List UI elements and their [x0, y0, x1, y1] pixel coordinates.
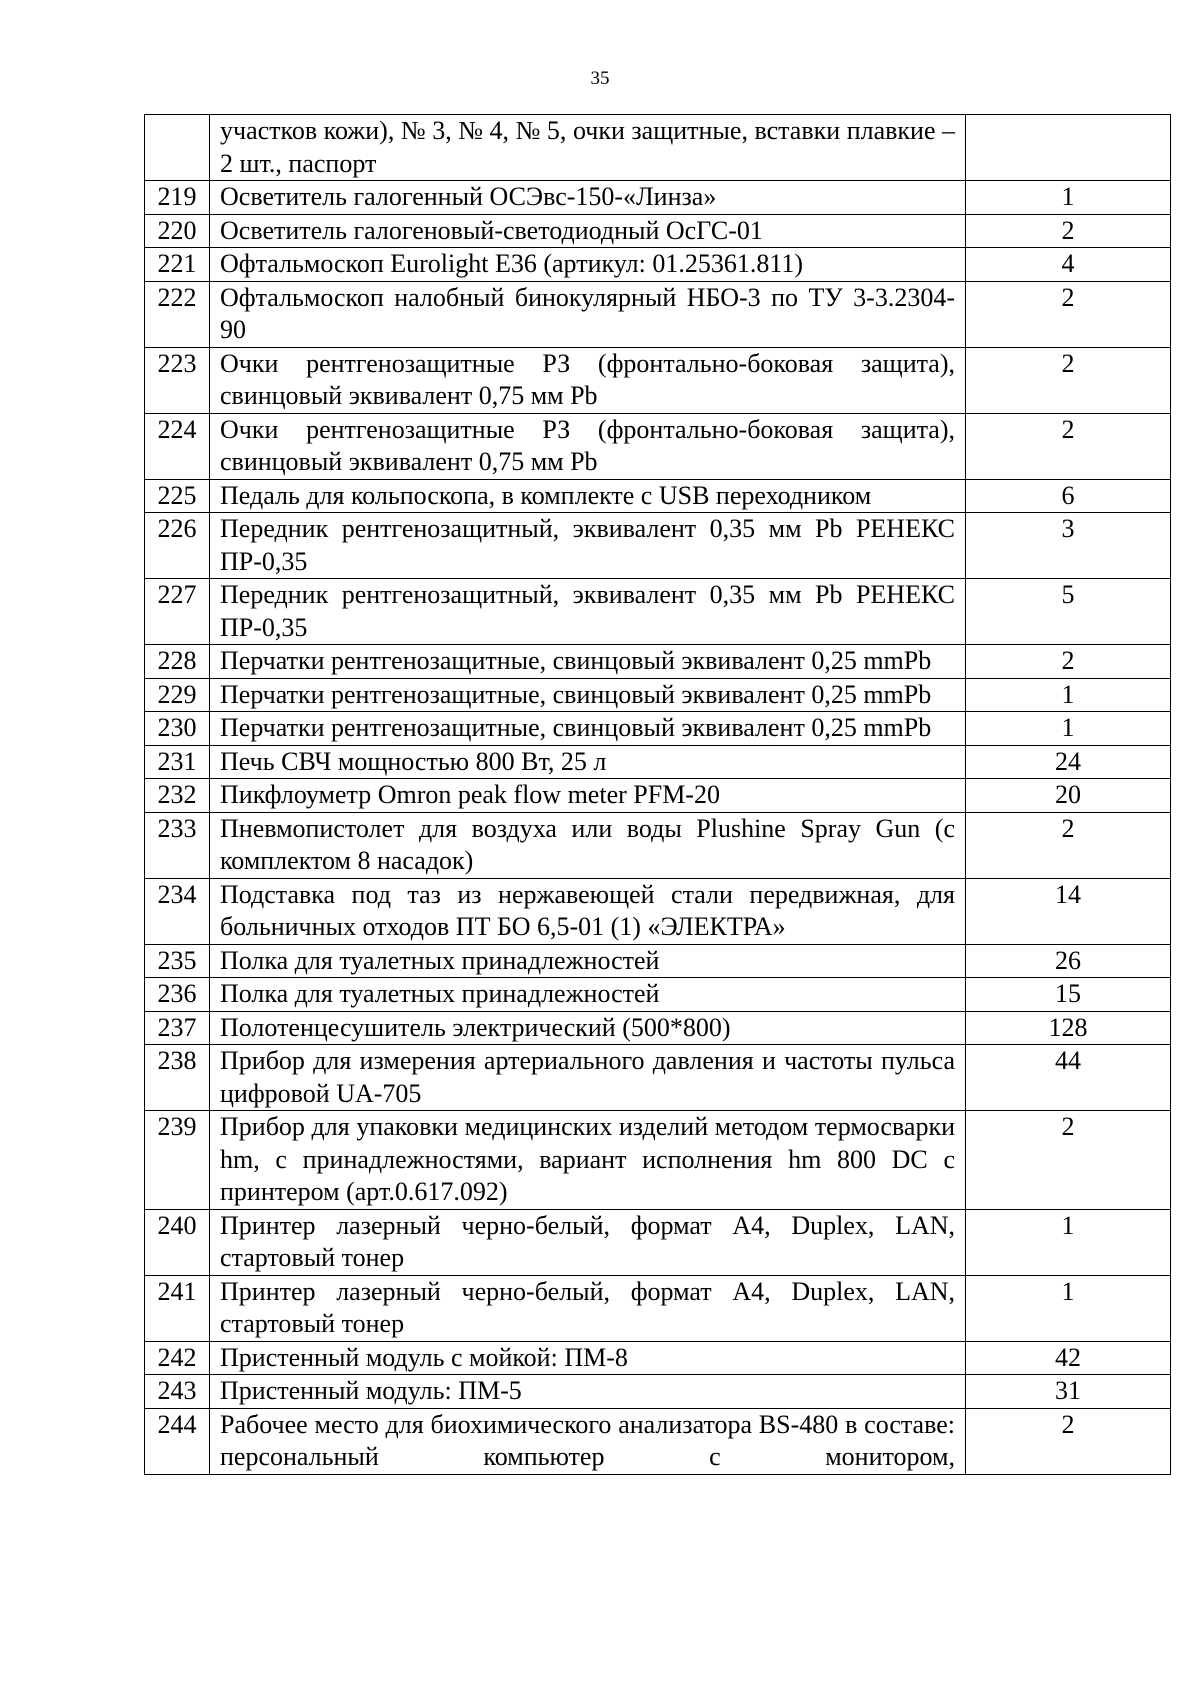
item-quantity: 2 [966, 1408, 1171, 1474]
item-name: Пикфлоуметр Omron peak flow meter PFM-20 [210, 779, 966, 813]
item-name: участков кожи), № 3, № 4, № 5, очки защитные, вставки плавкие – 2 шт., паспорт [210, 115, 966, 181]
page-number: 35 [590, 68, 610, 89]
item-name: Очки рентгенозащитные РЗ (фронтально-боковая защита), свинцовый эквивалент 0,75 мм Pb [210, 413, 966, 479]
item-name: Осветитель галогеновый-светодиодный ОсГС-01 [210, 214, 966, 248]
table-row [145, 513, 1171, 579]
item-quantity: 1 [966, 181, 1171, 215]
item-name: Принтер лазерный черно-белый, формат А4, Duplex, LAN, стартовый тонер [210, 1209, 966, 1275]
table-row [145, 413, 1171, 479]
table-row [145, 779, 1171, 813]
table-row [145, 1275, 1171, 1341]
item-name: Полка для туалетных принадлежностей [210, 944, 966, 978]
row-number: 229 [145, 678, 210, 712]
row-number: 243 [145, 1375, 210, 1409]
equipment-table-body [145, 115, 1171, 1475]
row-number: 236 [145, 978, 210, 1012]
item-name: Передник рентгенозащитный, эквивалент 0,35 мм Pb РЕНЕКС ПР-0,35 [210, 513, 966, 579]
row-number: 222 [145, 281, 210, 347]
item-name: Печь СВЧ мощностью 800 Вт, 25 л [210, 745, 966, 779]
item-quantity: 1 [966, 712, 1171, 746]
item-name: Передник рентгенозащитный, эквивалент 0,35 мм Pb РЕНЕКС ПР-0,35 [210, 579, 966, 645]
row-number: 219 [145, 181, 210, 215]
item-quantity: 2 [966, 214, 1171, 248]
item-name: Прибор для упаковки медицинских изделий методом термосварки hm, с принадлежностями, вариант исполнения hm 800 DC с принтером (арт.0.617.092) [210, 1111, 966, 1210]
item-quantity: 2 [966, 812, 1171, 878]
table-row [145, 1111, 1171, 1210]
table-row [145, 1341, 1171, 1375]
item-quantity: 31 [966, 1375, 1171, 1409]
table-row [145, 1045, 1171, 1111]
item-quantity: 2 [966, 347, 1171, 413]
item-quantity [966, 115, 1171, 181]
table-row [145, 214, 1171, 248]
item-quantity: 128 [966, 1011, 1171, 1045]
row-number: 241 [145, 1275, 210, 1341]
table-row [145, 1209, 1171, 1275]
table-row [145, 479, 1171, 513]
item-name: Пристенный модуль с мойкой: ПМ-8 [210, 1341, 966, 1375]
table-row [145, 812, 1171, 878]
item-name: Прибор для измерения артериального давления и частоты пульса цифровой UA-705 [210, 1045, 966, 1111]
table-row [145, 1408, 1171, 1474]
table-row [145, 181, 1171, 215]
table-row [145, 1375, 1171, 1409]
item-quantity: 44 [966, 1045, 1171, 1111]
item-quantity: 26 [966, 944, 1171, 978]
item-quantity: 4 [966, 248, 1171, 282]
item-quantity: 2 [966, 413, 1171, 479]
item-quantity: 24 [966, 745, 1171, 779]
item-quantity: 1 [966, 1209, 1171, 1275]
row-number: 230 [145, 712, 210, 746]
table-row [145, 878, 1171, 944]
item-name: Полка для туалетных принадлежностей [210, 978, 966, 1012]
item-quantity: 3 [966, 513, 1171, 579]
table-row [145, 579, 1171, 645]
row-number: 225 [145, 479, 210, 513]
table-row [145, 281, 1171, 347]
row-number [145, 115, 210, 181]
row-number: 227 [145, 579, 210, 645]
row-number: 240 [145, 1209, 210, 1275]
row-number: 239 [145, 1111, 210, 1210]
item-name: Офтальмоскоп налобный бинокулярный НБО-3 по ТУ 3-3.2304-90 [210, 281, 966, 347]
item-name: Рабочее место для биохимического анализатора BS-480 в составе: персональный компьютер с монитором, [210, 1408, 966, 1474]
row-number: 237 [145, 1011, 210, 1045]
row-number: 223 [145, 347, 210, 413]
item-name: Очки рентгенозащитные РЗ (фронтально-боковая защита), свинцовый эквивалент 0,75 мм Pb [210, 347, 966, 413]
item-quantity: 15 [966, 978, 1171, 1012]
item-name: Подставка под таз из нержавеющей стали передвижная, для больничных отходов ПТ БО 6,5-01 (1) «ЭЛЕКТРА» [210, 878, 966, 944]
table-row [145, 248, 1171, 282]
item-quantity: 20 [966, 779, 1171, 813]
item-quantity: 1 [966, 678, 1171, 712]
table-row [145, 115, 1171, 181]
row-number: 238 [145, 1045, 210, 1111]
row-number: 231 [145, 745, 210, 779]
row-number: 220 [145, 214, 210, 248]
row-number: 233 [145, 812, 210, 878]
table-row [145, 712, 1171, 746]
table-row [145, 944, 1171, 978]
item-name: Пневмопистолет для воздуха или воды Plushine Spray Gun (с комплектом 8 насадок) [210, 812, 966, 878]
row-number: 244 [145, 1408, 210, 1474]
item-name: Полотенцесушитель электрический (500*800) [210, 1011, 966, 1045]
item-quantity: 6 [966, 479, 1171, 513]
item-name: Пристенный модуль: ПМ-5 [210, 1375, 966, 1409]
row-number: 242 [145, 1341, 210, 1375]
row-number: 224 [145, 413, 210, 479]
item-name: Перчатки рентгенозащитные, свинцовый эквивалент 0,25 mmPb [210, 645, 966, 679]
item-quantity: 2 [966, 1111, 1171, 1210]
item-name: Перчатки рентгенозащитные, свинцовый эквивалент 0,25 mmPb [210, 678, 966, 712]
table-row [145, 1011, 1171, 1045]
table-row [145, 645, 1171, 679]
item-quantity: 5 [966, 579, 1171, 645]
item-quantity: 14 [966, 878, 1171, 944]
item-name: Принтер лазерный черно-белый, формат А4, Duplex, LAN, стартовый тонер [210, 1275, 966, 1341]
row-number: 232 [145, 779, 210, 813]
row-number: 226 [145, 513, 210, 579]
row-number: 221 [145, 248, 210, 282]
table-row [145, 678, 1171, 712]
table-row [145, 347, 1171, 413]
equipment-table [144, 114, 1171, 1475]
table-row [145, 745, 1171, 779]
item-quantity: 42 [966, 1341, 1171, 1375]
row-number: 228 [145, 645, 210, 679]
item-name: Педаль для кольпоскопа, в комплекте с USB переходником [210, 479, 966, 513]
row-number: 235 [145, 944, 210, 978]
item-quantity: 2 [966, 645, 1171, 679]
item-name: Офтальмоскоп Eurolight E36 (артикул: 01.25361.811) [210, 248, 966, 282]
item-quantity: 2 [966, 281, 1171, 347]
item-name: Осветитель галогенный ОСЭвс-150-«Линза» [210, 181, 966, 215]
table-row [145, 978, 1171, 1012]
row-number: 234 [145, 878, 210, 944]
item-name: Перчатки рентгенозащитные, свинцовый эквивалент 0,25 mmPb [210, 712, 966, 746]
item-quantity: 1 [966, 1275, 1171, 1341]
